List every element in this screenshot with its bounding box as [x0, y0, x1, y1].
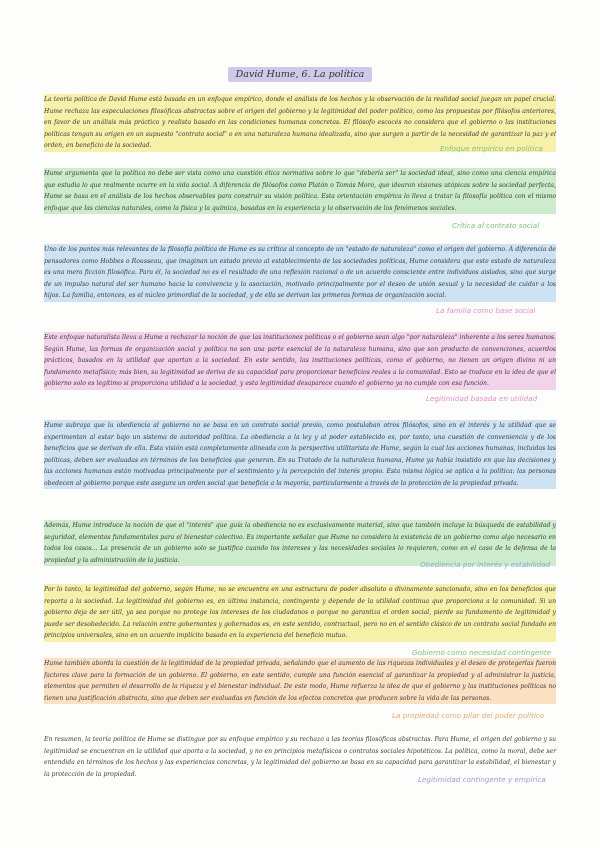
margin-note-2: Crítica al contrato social: [452, 221, 540, 230]
paragraph-7: Por lo tanto, la legitimidad del gobierno, según Hume, no se encuentra en una estructura de poder absoluto o divinamente sancionado, sino en los beneficios que reporta a la sociedad. La legitimidad del gobierno es, en última instancia, contingente y depende de la utilidad continua que proporciona a la comunidad. Si un gobierno deja de ser útil, ya sea porque no protege los intereses de los ciudadanos o porque no garantiza el orden social, pierde su fundamento de legitimidad y puede ser desobedecido. La relación entre gobernantes y gobernados es, en este sentido, contractual, pero no en el sentido clásico de un contrato social fundado en principios universales, sino en un acuerdo implícito basado en la experiencia del beneficio mutuo.: [44, 584, 556, 642]
paragraph-3: Uno de los puntos más relevantes de la filosofía política de Hume es su crítica al concepto de un "estado de naturaleza" como el origen del gobierno. A diferencia de pensadores como Hobbes o Rousseau, que imaginan un estado previo al establecimiento de las sociedades políticas, Hume considera que este estado de naturaleza es una mera ficción filosófica. Para él, la sociedad no es el resultado de una reflexión racional o de un acuerdo consciente entre individuos aislados, sino que surge de un impulso natural del ser humano hacia la convivencia y la asociación, motivado principalmente por el deseo de unión sexual y la necesidad de cuidar a los hijos. La familia, entonces, es el núcleo primordial de la sociedad, y de ella se derivan las primeras formas de organización social.: [44, 244, 556, 302]
margin-note-6: Gobierno como necesidad contingente: [412, 648, 552, 657]
paragraph-8: Hume también aborda la cuestión de la legitimidad de la propiedad privada, señalando que el aumento de las riquezas individuales y el deseo de protegerlas fueron factores clave para la formación de un gobierno. El gobierno, en este sentido, cumple una función esencial al garantizar la propiedad y al administrar la justicia, elementos que permiten el desarrollo de la riqueza y el bienestar individual. De este modo, Hume refuerza la idea de que el gobierno y las instituciones políticas no tienen una justificación abstracta, sino que deben ser evaluadas en función de los efectos concretos que producen sobre la vida de las personas.: [44, 658, 556, 704]
margin-note-8: Legitimidad contingente y empírica: [418, 775, 546, 784]
paragraph-6: Además, Hume introduce la noción de que el "interés" que guía la obediencia no es exclusivamente material, sino que también incluye la búsqueda de estabilidad y seguridad, elementos fundamentales para el bienestar colectivo. Es importante señalar que Hume no considera la existencia de un gobierno como algo necesario en todos los casos... La presencia de un gobierno solo se justifica cuando los intereses y las necesidades sociales lo requieren, como en el caso de la defensa de la propiedad y la administración de la justicia.: [44, 520, 556, 566]
paragraph-9: En resumen, la teoría política de Hume se distingue por su enfoque empírico y su rechazo a las teorías filosóficas abstractas. Para Hume, el origen del gobierno y su legitimidad se encuentran en la utilidad que aporta a la sociedad, y no en principios metafísicos o contratos sociales hipotéticos. La política, como la moral, debe ser entendida en términos de los hechos y las experiencias concretas, y la legitimidad del gobierno se basa en su capacidad para garantizar la estabilidad, el bienestar y la protección de la propiedad.: [44, 736, 556, 778]
paragraph-5: Hume subraya que la obediencia al gobierno no se basa en un contrato social previo, como postulaban otros filósofos, sino en el interés y la utilidad que se experimentan al estar bajo un sistema de autoridad política. La obediencia a la ley y al poder establecido es, por tanto, una cuestión de conveniencia y de los beneficios que se derivan de ella. Esta visión está completamente alineada con la perspectiva utilitarista de Hume, según la cual las acciones humanas, incluidas las políticas, deben ser evaluadas en términos de los beneficios que generan. En su Tratado de la naturaleza humana, Hume ya había insistido en que las decisiones y las acciones humanas están motivadas principalmente por el sentimiento y la percepción del interés propio. Esta misma lógica se aplica a la política: las personas obedecen al gobierno porque este asegura un orden social que beneficia a la mayoría, particularmente a través de la protección de la propiedad privada.: [44, 420, 556, 489]
margin-note-7: La propiedad como pilar del poder político: [392, 711, 545, 720]
margin-note-5: Obediencia por interés y estabilidad: [420, 560, 551, 569]
paragraph-4: Este enfoque naturalista lleva a Hume a rechazar la noción de que las instituciones políticas o el gobierno sean algo "por naturaleza" inherente a los seres humanos. Según Hume, las formas de organización social y política no son una parte esencial de la naturaleza humana, sino que son producto de convenciones, acuerdos prácticos, basados en la utilidad que aportan a la sociedad. En este sentido, las instituciones políticas, como el gobierno, no tienen un origen divino ni un fundamento metafísico; más bien, su legitimidad se deriva de su capacidad para proporcionar beneficios reales a la comunidad. Esto se traduce en la idea de que el gobierno solo es legítimo si proporciona utilidad a la sociedad, y esta legitimidad desaparece cuando el gobierno ya no cumple con esa función.: [44, 332, 556, 390]
margin-note-3: La familia como base social: [436, 306, 536, 315]
paragraph-2: Hume argumenta que la política no debe ser vista como una cuestión ética normativa sobre lo que "debería ser" la sociedad ideal, sino como una ciencia empírica que estudia lo que realmente ocurre en la vida social. A diferencia de filósofos como Platón o Tomás Moro, que idearon visiones utópicas sobre la sociedad perfecta, Hume se basa en el análisis de los hechos observables para construir su visión política. Esta orientación empírica lo lleva a tratar la filosofía política con el mismo enfoque que las ciencias naturales, como la física y la química, basadas en la experiencia y la observación de los fenómenos sociales.: [44, 168, 556, 214]
page-title: David Hume, 6. La política: [228, 67, 373, 82]
title-wrap: [0, 62, 600, 82]
margin-note-4: Legitimidad basada en utilidad: [426, 394, 538, 403]
paragraph-1: La teoría política de David Hume está basada en un enfoque empírico, donde el análisis de los hechos y la observación de la realidad social juegan un papel crucial. Hume rechaza las especulaciones filosóficas abstractas sobre el origen del gobierno y la legitimidad del poder político, como las propuestas por filósofos anteriores, en favor de un análisis más práctico y realista basado en las condiciones humanas concretas. El filósofo escocés no considera que el gobierno o las instituciones políticas tengan su origen en un supuesto "contrato social" o en una naturaleza humana idealizada, sino que surgen a partir de la necesidad de garantizar la paz y el orden, en beneficio de la sociedad.: [44, 94, 556, 152]
margin-note-1: Enfoque empírico en política: [440, 144, 543, 153]
